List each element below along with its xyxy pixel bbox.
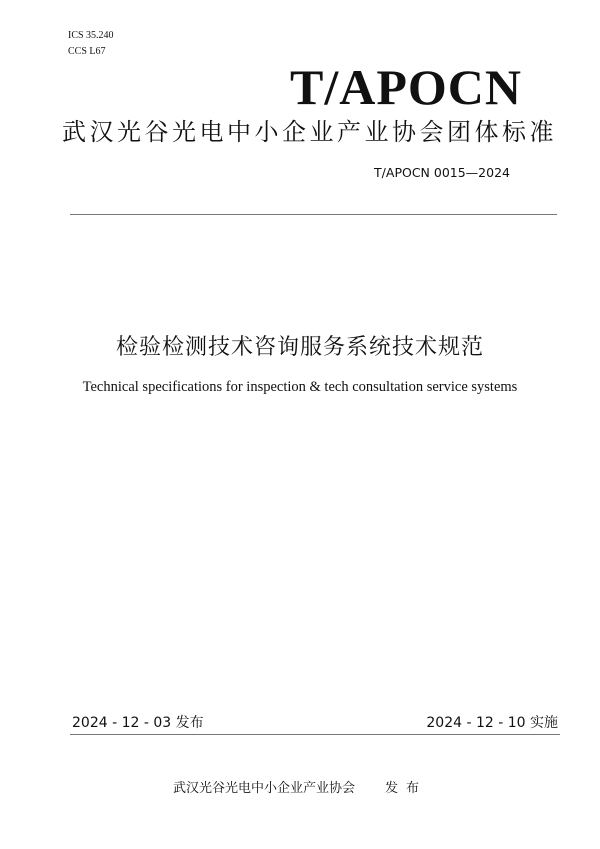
publish-label: 发布 [385, 781, 428, 796]
ics-code: ICS 35.240 [68, 30, 114, 41]
standard-brand-logo: T/APOCN [290, 59, 522, 115]
top-divider [70, 214, 557, 215]
classification-codes [68, 28, 114, 60]
english-title: Technical specifications for inspection & tech consultation service systems [82, 379, 518, 395]
organization-standard-heading: 武汉光谷光电中小企业产业协会团体标准 [62, 118, 557, 146]
ccs-code: CCS L67 [68, 46, 106, 57]
publish-date: 2024 - 12 - 03 发布 [72, 715, 204, 731]
publisher-line [0, 777, 600, 796]
standard-code: T/APOCN 0015—2024 [374, 165, 510, 180]
bottom-divider [70, 734, 560, 735]
document-title: 检验检测技术咨询服务系统技术规范 [115, 335, 484, 360]
publisher-name: 武汉光谷光电中小企业产业协会 [172, 781, 355, 796]
effective-date: 2024 - 12 - 10 实施 [426, 715, 558, 731]
